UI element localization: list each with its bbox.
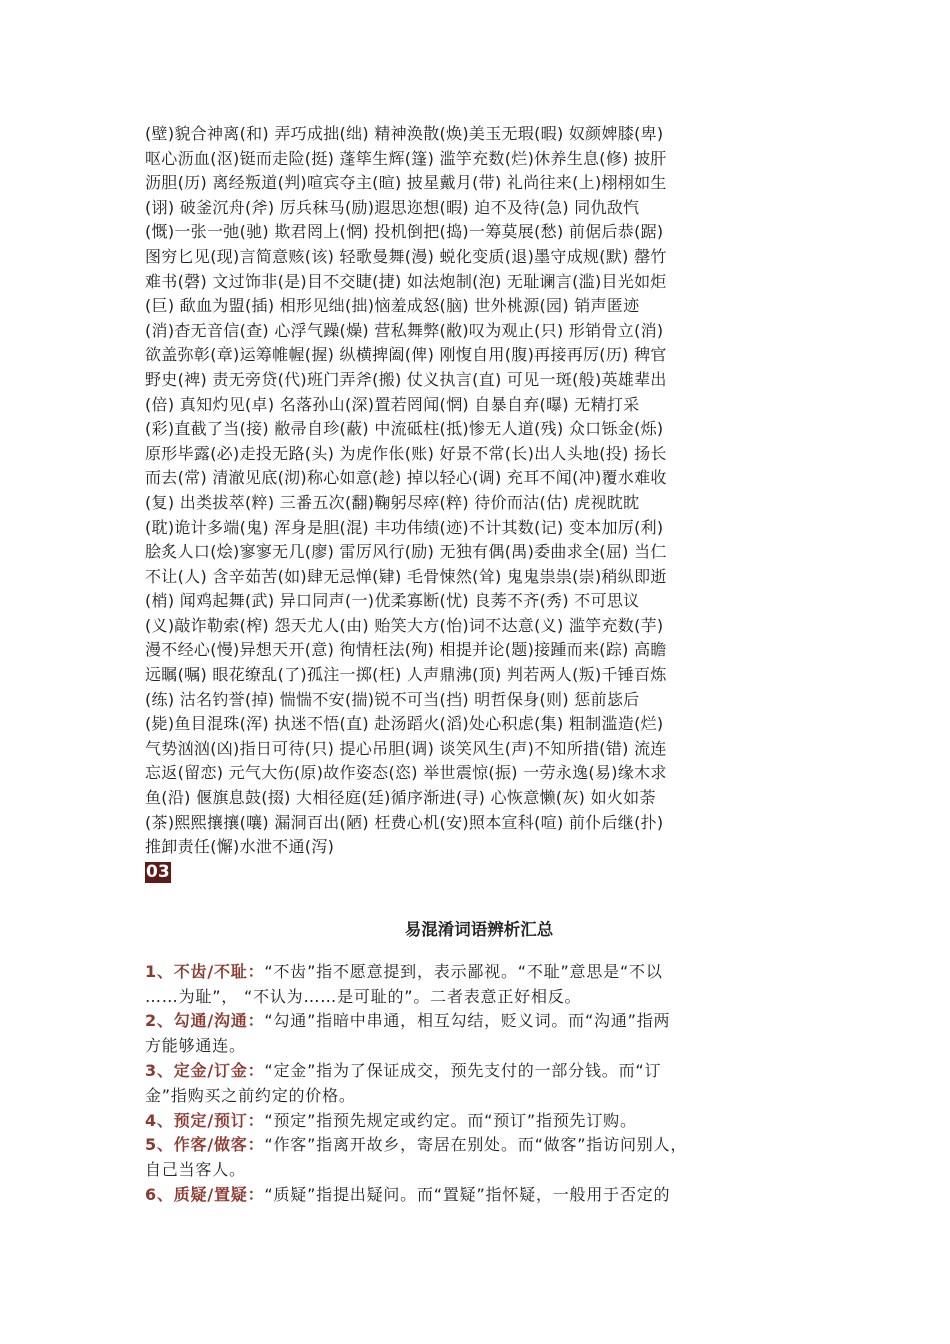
- idiom-line: 远瞩(嘱) 眼花缭乱(了)孤注一掷(枉) 人声鼎沸(顶) 判若两人(叛)千锤百炼: [145, 665, 667, 685]
- section-number-row: [145, 860, 813, 883]
- idiom-line: 鱼(沿) 偃旗息鼓(掇) 大相径庭(廷)循序渐进(寻) 心恢意懒(灰) 如火如荼: [145, 788, 656, 808]
- distinction-entry: [145, 1109, 813, 1134]
- idiom-line: 呕心沥血(沤)铤而走险(挺) 蓬筚生辉(篷) 滥竽充数(烂)休养生息(修) 披肝: [145, 148, 667, 168]
- idiom-line: (练) 沽名钓誉(掉) 惴惴不安(揣)锐不可当(挡) 明哲保身(则) 惩前毖后: [145, 689, 640, 709]
- entry-text: 金”指购买之前约定的价格。: [145, 1085, 356, 1105]
- entry-term: 4、预定/预订：: [145, 1110, 265, 1130]
- idiom-line: (巨) 歃血为盟(插) 相形见绌(拙)恼羞成怒(脑) 世外桃源(园) 销声匿迹: [145, 296, 640, 316]
- idiom-line: (消)杳无音信(查) 心浮气躁(燥) 营私舞弊(敝)叹为观止(只) 形销骨立(消): [145, 320, 664, 340]
- idiom-line: 不让(人) 含辛茹苦(如)肆无忌惮(肄) 毛骨悚然(耸) 鬼鬼祟祟(崇)稍纵即逝: [145, 566, 667, 586]
- idiom-line: (茶)熙熙攘攘(嚷) 漏洞百出(陋) 枉费心机(安)照本宣科(喧) 前仆后继(扑): [145, 812, 664, 832]
- entry-term: 5、作客/做客：: [145, 1135, 265, 1155]
- section-title: 易混淆词语辨析汇总: [404, 919, 554, 939]
- idiom-line: 野史(裨) 责无旁贷(代)班门弄斧(搬) 仗义执言(直) 可见一斑(般)英雄辈出: [145, 369, 667, 389]
- entry-text: 方能够通连。: [145, 1036, 246, 1056]
- entry-text: “勾通”指暗中串通，相互勾结，贬义词。而“沟通”指两: [264, 1011, 671, 1031]
- entry-text: “预定”指预先规定或约定。而“预订”指预先订购。: [264, 1110, 637, 1130]
- idiom-line: 难书(磬) 文过饰非(是)目不交睫(捷) 如法炮制(泡) 无耻谰言(滥)目光如炬: [145, 271, 667, 291]
- idiom-line: (耽)诡计多端(鬼) 浑身是胆(混) 丰功伟绩(迹)不计其数(记) 变本加厉(利): [145, 517, 664, 537]
- entry-term: 3、定金/订金：: [145, 1061, 265, 1080]
- document-content: [145, 122, 813, 1208]
- distinction-entry: [145, 1133, 813, 1183]
- word-distinction-list: [145, 960, 813, 1208]
- idiom-line: (诩) 破釜沉舟(斧) 厉兵秣马(励)遐思迩想(暇) 迫不及待(急) 同仇敌忾: [145, 197, 640, 217]
- distinction-entry: [145, 1059, 813, 1109]
- idiom-line: (彩)直截了当(接) 敝帚自珍(蔽) 中流砥柱(抵)惨无人道(残) 众口铄金(烁): [145, 419, 664, 439]
- idiom-line: (义)敲诈勒索(榨) 怨天尤人(由) 贻笑大方(怡)词不达意(义) 滥竽充数(芋): [145, 615, 664, 635]
- entry-text: “定金”指为了保证成交，预先支付的一部分钱。而“订: [264, 1061, 662, 1080]
- entry-term: 2、勾通/沟通：: [145, 1011, 265, 1031]
- idiom-line: (倍) 真知灼见(卓) 名落孙山(深)置若罔闻(惘) 自暴自弃(曝) 无精打采: [145, 394, 640, 414]
- entry-term: 6、质疑/置疑：: [145, 1184, 265, 1204]
- entry-text: “质疑”指提出疑问。而“置疑”指怀疑，一般用于否定的: [264, 1184, 671, 1204]
- idiom-line: (毙)鱼目混珠(浑) 执迷不悟(直) 赴汤蹈火(滔)处心积虑(集) 粗制滥造(烂): [145, 714, 664, 734]
- idiom-line: (慨)一张一弛(驰) 欺君罔上(惘) 投机倒把(捣)一筹莫展(愁) 前倨后恭(踞): [145, 222, 664, 242]
- idiom-line: (复) 出类拔萃(粹) 三番五次(翻)鞠躬尽瘁(粹) 待价而沽(估) 虎视眈眈: [145, 492, 640, 512]
- section-number-badge: 03: [146, 861, 170, 882]
- idiom-line: (壁)貌合神离(和) 弄巧成拙(绌) 精神涣散(焕)美玉无瑕(暇) 奴颜婢膝(卑): [145, 124, 664, 143]
- idiom-line: 漫不经心(慢)异想天开(意) 徇情枉法(殉) 相提并论(题)接踵而来(踪) 高瞻: [145, 640, 667, 660]
- idiom-line: 欲盖弥彰(章)运筹帷幄(握) 纵横捭阖(俾) 刚愎自用(腹)再接再厉(历) 稗官: [145, 345, 667, 365]
- entry-text: 自己当客人。: [145, 1160, 246, 1180]
- idiom-line: (梢) 闻鸡起舞(武) 异口同声(一)优柔寡断(忧) 良莠不齐(秀) 不可思议: [145, 591, 640, 611]
- distinction-entry: [145, 1009, 813, 1059]
- idiom-line: 气势汹汹(凶)指日可待(只) 提心吊胆(调) 谈笑风生(声)不知所措(错) 流连: [145, 738, 667, 758]
- idiom-line: 推卸责任(懈)水泄不通(泻): [145, 837, 335, 857]
- entry-text: “作客”指离开故乡，寄居在别处。而“做客”指访问别人，: [264, 1135, 688, 1155]
- idiom-line: 沥胆(历) 离经叛道(判)喧宾夺主(暄) 披星戴月(带) 礼尚往来(上)栩栩如生: [145, 173, 667, 193]
- idiom-line: 脍炙人口(烩)寥寥无几(廖) 雷厉风行(励) 无独有偶(禺)委曲求全(屈) 当仁: [145, 542, 667, 562]
- idiom-line: 忘返(留恋) 元气大伤(原)故作姿态(恣) 举世震惊(振) 一劳永逸(易)缘木求: [145, 763, 667, 783]
- distinction-entry: [145, 960, 813, 1010]
- idiom-line: 而去(常) 清澈见底(沏)称心如意(趁) 掉以轻心(调) 充耳不闻(冲)覆水难收: [145, 468, 667, 488]
- entry-text: “不齿”指不愿意提到，表示鄙视。“不耻”意思是“不以: [264, 961, 663, 981]
- idiom-line: 图穷匕见(现)言简意赅(该) 轻歌曼舞(漫) 蜕化变质(退)墨守成规(默) 罄竹: [145, 246, 667, 266]
- entry-text: ……为耻”， “不认为……是可耻的”。二者表意正好相反。: [145, 986, 582, 1006]
- distinction-entry: [145, 1183, 813, 1208]
- idiom-correction-list: [145, 122, 813, 860]
- entry-term: 1、不齿/不耻：: [145, 961, 265, 981]
- idiom-line: 原形毕露(必)走投无路(头) 为虎作伥(账) 好景不常(长)出人头地(投) 扬长: [145, 443, 667, 463]
